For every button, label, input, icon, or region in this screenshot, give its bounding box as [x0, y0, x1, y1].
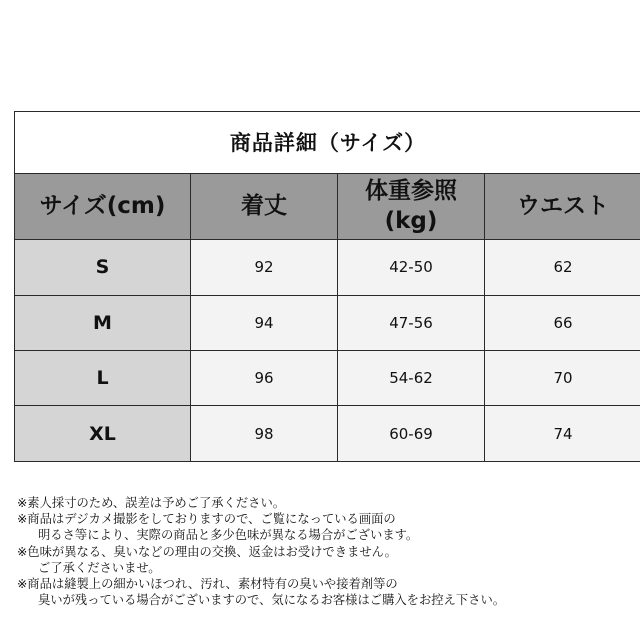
- weight-cell: 54-62: [338, 351, 485, 406]
- title-row: [15, 112, 640, 174]
- length-cell: 98: [191, 406, 338, 462]
- header-size-label: サイズ(cm): [39, 193, 166, 220]
- table-title: 商品詳細（サイズ）: [15, 112, 640, 174]
- size-cell: L: [15, 351, 191, 406]
- header-length-label: 着丈: [241, 193, 287, 220]
- weight-cell: 42-50: [338, 240, 485, 295]
- header-waist: [485, 173, 640, 240]
- header-waist-label: ウエスト: [517, 193, 609, 220]
- table-row: [15, 351, 640, 406]
- length-cell: 92: [191, 240, 338, 295]
- header-row: [15, 173, 640, 240]
- size-cell: S: [15, 240, 191, 295]
- header-weight-label: 体重参照: [365, 178, 457, 205]
- note-line: ※商品は縫製上の細かいほつれ、汚れ、素材特有の臭いや接着剤等の: [17, 577, 398, 592]
- table-row: [15, 406, 640, 462]
- header-weight-unit: (kg): [384, 208, 438, 235]
- waist-cell: 74: [485, 406, 640, 462]
- note-line: ※色味が異なる、臭いなどの理由の交換、返金はお受けできません。: [17, 544, 397, 559]
- waist-cell: 70: [485, 351, 640, 406]
- table-row: [15, 240, 640, 295]
- size-chart-table: [14, 111, 640, 462]
- length-cell: 94: [191, 295, 338, 350]
- note-line: ※素人採寸のため、誤差は予めご了承ください。: [17, 496, 286, 510]
- header-weight: [338, 173, 485, 240]
- notes-section: [17, 495, 627, 608]
- length-cell: 96: [191, 351, 338, 406]
- note-line: 臭いが残っている場合がございますので、気になるお客様はご購入をお控え下さい。: [38, 593, 506, 608]
- size-cell: M: [15, 295, 191, 350]
- note-line: 明るさ等により、実際の商品と多少色味が異なる場合がございます。: [38, 528, 419, 543]
- weight-cell: 60-69: [338, 406, 485, 462]
- weight-cell: 47-56: [338, 295, 485, 350]
- size-cell: XL: [15, 406, 191, 462]
- note-line: ※商品はデジカメ撮影をしておりますので、ご覧になっている画面の: [17, 512, 396, 527]
- waist-cell: 62: [485, 240, 640, 295]
- table-row: [15, 295, 640, 350]
- header-size: [15, 173, 191, 240]
- note-line: ご了承くださいませ。: [38, 560, 161, 575]
- waist-cell: 66: [485, 295, 640, 350]
- header-length: [191, 173, 338, 240]
